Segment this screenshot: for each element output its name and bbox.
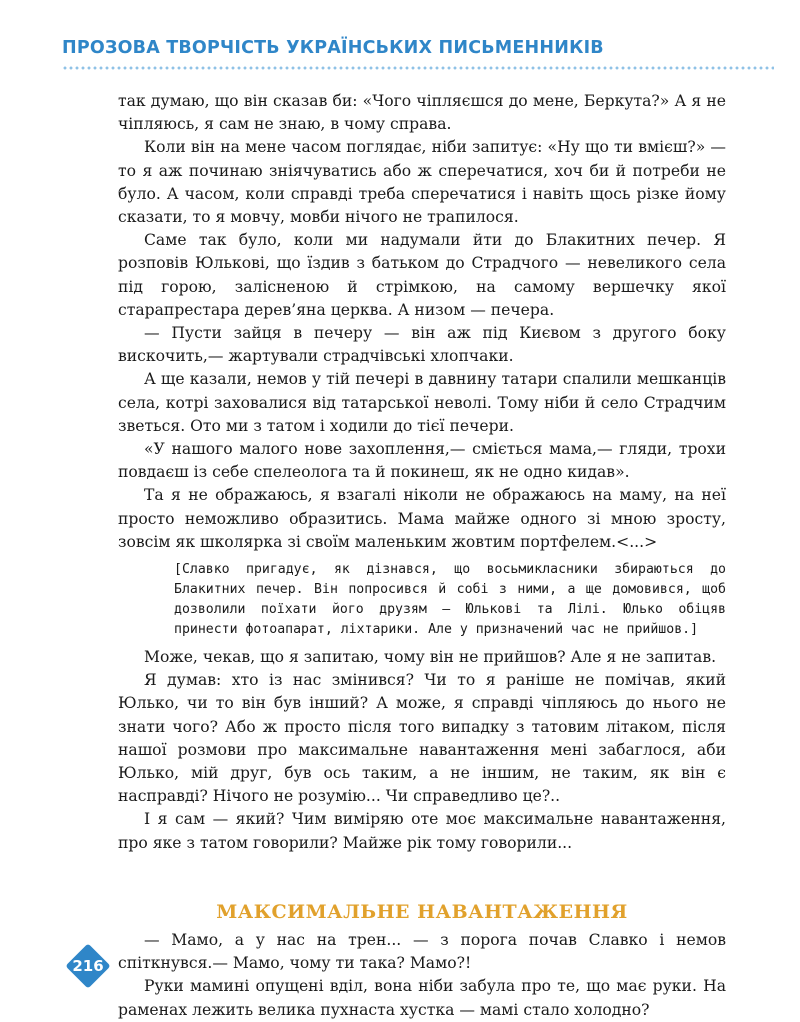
paragraph: Я думав: хто із нас змінився? Чи то я раніше не помічав, який Юлько, чи то він був інший? А може, я справді чіпляюсь до нього не знати чого? Або ж просто після того випадку з татовим літаком, після нашої розмови про максимальне навантаження мені забаглося, аби Юлько, мій друг, був ось таким, а не іншим, не таким, як він є насправді? Нічого не розумію... Чи справедливо це?.. <box>118 671 726 806</box>
header-dotted-divider <box>62 66 774 70</box>
paragraph: І я сам — який? Чим виміряю оте моє максимальне навантаження, про яке з татом говорили? Майже рік тому говорили... <box>118 810 726 852</box>
paragraph: — Мамо, а у нас на трен... — з порога почав Славко і немов спіткнувся.— Мамо, чому ти така? Мамо?! <box>118 930 726 973</box>
page-content <box>118 90 726 1022</box>
paragraph: Руки мамині опущені вділ, вона ніби забула про те, що має руки. На раменах лежить велика пухнаста хустка — мамі стало холодно? <box>118 977 726 1019</box>
paragraph: А ще казали, немов у тій печері в давнину татари спалили мешканців села, котрі заховалися від татарської неволі. Тому ніби й село Страдчим зветься. Ото ми з татом і ходили до тієї печери. <box>118 370 726 435</box>
running-header: ПРОЗОВА ТВОРЧІСТЬ УКРАЇНСЬКИХ ПИСЬМЕННИКІВ <box>62 38 604 58</box>
section-heading: МАКСИМАЛЬНЕ НАВАНТАЖЕННЯ <box>216 900 628 923</box>
editorial-note: [Славко пригадує, як дізнався, що восьмикласники збираються до Блакитних печер. Він попросився й собі з ними, а ще домовився, щоб дозволили поїхати його друзям — Юлькові та Лілі. Юлько обіцяв принести фотоапарат, ліхтарики. Але у призначений час не прийшов.] <box>174 562 726 638</box>
paragraph: Коли він на мене часом поглядає, ніби запитує: «Ну що ти вмієш?» — то я аж починаю зніячуватись або ж сперечатися, хоч би й потреби не було. А часом, коли справді треба сперечатися і навіть щось різке йому сказати, то я мовчу, мовби нічого не трапилося. <box>118 138 726 227</box>
paragraph: так думаю, що він сказав би: «Чого чіпляєшся до мене, Беркута?» А я не чіпляюсь, я сам не знаю, в чому справа. <box>118 92 726 134</box>
page-number-badge <box>66 944 110 988</box>
paragraph: Може, чекав, що я запитаю, чому він не прийшов? Але я не запитав. <box>144 648 717 667</box>
page-number: 216 <box>72 957 104 975</box>
paragraph: — Пусти зайця в печеру — він аж під Києвом з другого боку вискочить,— жартували страдчівські хлопчаки. <box>118 324 726 366</box>
paragraph: «У нашого малого нове захоплення,— сміється мама,— гляди, трохи повдаєш із себе спелеолога та й покинеш, як не одно кидав». <box>118 440 726 482</box>
paragraph: Саме так було, коли ми надумали йти до Блакитних печер. Я розповів Юлькові, що їздив з батьком до Страдчого — невеликого села під горою, залісненою й стрімкою, на самому вершечку якої старапрестара дерев’яна церква. А низом — печера. <box>118 231 726 319</box>
paragraph: Та я не ображаюсь, я взагалі ніколи не ображаюсь на маму, на неї просто неможливо образитись. Мама майже одного зі мною зросту, зовсім як школярка зі своїм маленьким жовтим портфелем.<...> <box>118 486 726 551</box>
